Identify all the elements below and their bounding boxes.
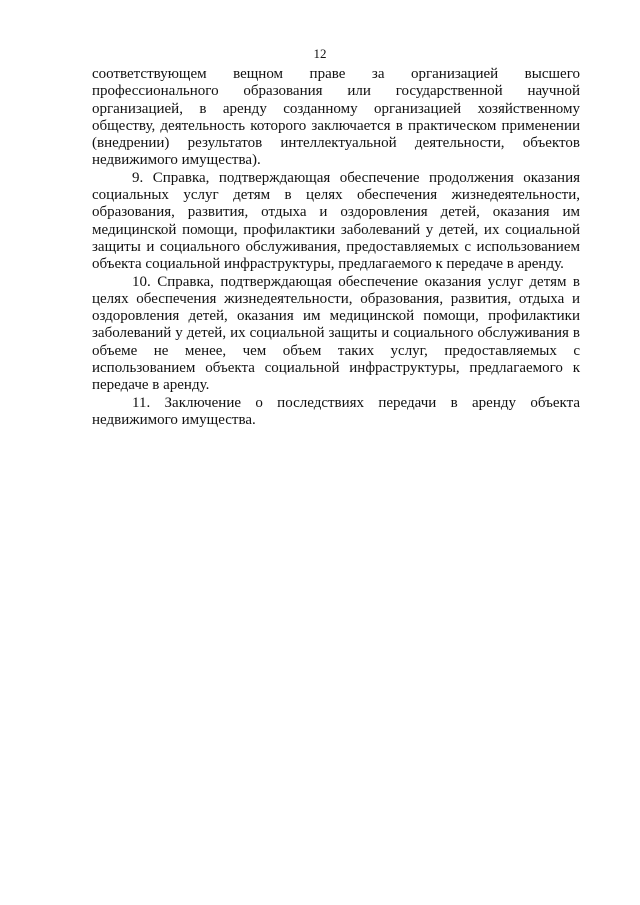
paragraph-continued: соответствующем вещном праве за организацией высшего профессионального образования или государственной научной организацией, в аренду созданному организацией хозяйственному обществу, деятельность которого заключается в практическом применении (внедрении) результатов интеллектуальной деятельности, объектов недвижимого имущества). — [92, 66, 580, 169]
paragraph-item-9: 9. Справка, подтверждающая обеспечение продолжения оказания социальных услуг детям в целях обеспечения жизнедеятельности, образования, развития, отдыха и оздоровления детей, оказания им медицинской помощи, профилактики заболеваний у детей, их социальной защиты и социального обслуживания, предоставляемых с использованием объекта социальной инфраструктуры, предлагаемого к передаче в аренду. — [92, 169, 580, 273]
page-number: 12 — [313, 46, 327, 61]
paragraph-item-11: 11. Заключение о последствиях передачи в аренду объекта недвижимого имущества. — [92, 394, 580, 428]
paragraph-item-10: 10. Справка, подтверждающая обеспечение оказания услуг детям в целях обеспечения жизнедеятельности, образования, развития, отдыха и оздоровления детей, оказания им медицинской помощи, профилактики заболеваний у детей, их социальной защиты и социального обслуживания в объеме не менее, чем объем таких услуг, предоставляемых с использованием объекта социальной инфраструктуры, предлагаемого к передаче в аренду. — [92, 273, 580, 394]
document-body — [92, 66, 580, 429]
